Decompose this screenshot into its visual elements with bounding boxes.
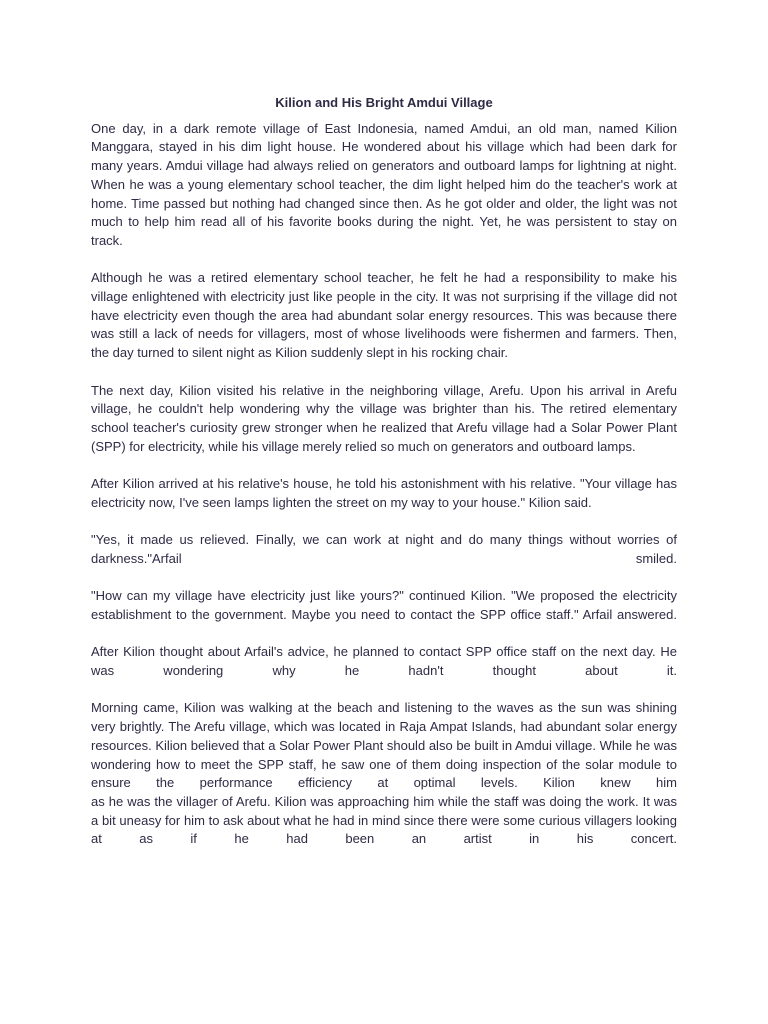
paragraph-5 xyxy=(91,531,677,568)
paragraph-7-text: After Kilion thought about Arfail's advice, he planned to contact SPP office staff on the next day. He was wondering why he hadn't thought about it. xyxy=(91,644,677,678)
document-title: Kilion and His Bright Amdui Village xyxy=(275,95,493,110)
paragraph-4-text: After Kilion arrived at his relative's house, he told his astonishment with his relative. "Your village has electricity now, I've seen lamps lighten the street on my way to your house." Kilion said. xyxy=(91,476,677,510)
paragraph-1 xyxy=(91,120,677,251)
paragraph-8-text-part-2: as he was the villager of Arefu. Kilion was approaching him while the staff was doing the work. It was a bit uneasy for him to ask about what he had in mind since there were some curious villagers looking at as if he had been an artist in his concert. xyxy=(91,793,677,847)
paragraph-3-text: The next day, Kilion visited his relative in the neighboring village, Arefu. Upon his arrival in Arefu village, he couldn't help wondering why the village was brighter than his. The retired elementary school teacher's curiosity grew stronger when he realized that Arefu village had a Solar Power Plant (SPP) for electricity, while his village merely relied so much on generators and outboard lamps. xyxy=(91,382,677,454)
paragraph-5-text: "Yes, it made us relieved. Finally, we can work at night and do many things without worries of darkness."Arfail smiled. xyxy=(91,532,677,566)
paragraph-8-text-part-1: Morning came, Kilion was walking at the beach and listening to the waves as the sun was shining very brightly. The Arefu village, which was located in Raja Ampat Islands, had abundant solar energy resources. Kilion believed that a Solar Power Plant should also be built in Amdui village. While he was wondering how to meet the SPP staff, he saw one of them doing inspection of the solar module to ensure the performance efficiency at optimal levels. Kilion knew him xyxy=(91,700,677,791)
paragraph-6-text: "How can my village have electricity just like yours?" continued Kilion. "We proposed the electricity establishment to the government. Maybe you need to contact the SPP office staff." Arfail answered. xyxy=(91,588,677,622)
paragraph-2 xyxy=(91,269,677,363)
paragraph-2-text: Although he was a retired elementary school teacher, he felt he had a responsibility to make his village enlightened with electricity just like people in the city. It was not surprising if the village did not have electricity even though the area had abundant solar energy resources. This was because there was still a lack of needs for villagers, most of whose livelihoods were fishermen and farmers. Then, the day turned to silent night as Kilion suddenly slept in his rocking chair. xyxy=(91,270,677,361)
paragraph-4 xyxy=(91,475,677,512)
paragraph-3 xyxy=(91,382,677,457)
paragraph-7 xyxy=(91,643,677,680)
paragraph-6 xyxy=(91,587,677,624)
paragraph-8 xyxy=(91,699,677,849)
paragraph-1-text: One day, in a dark remote village of East Indonesia, named Amdui, an old man, named Kilion Manggara, stayed in his dim light house. He wondered about his village which had been dark for many years. Amdui village had always relied on generators and outboard lamps for lightning at night. When he was a young elementary school teacher, the dim light helped him do the teacher's work at home. Time passed but nothing had changed since then. As he got older and older, the light was not much to help him read all of his favorite books during the night. Yet, he was persistent to stay on track. xyxy=(91,120,677,248)
document-page xyxy=(91,94,677,849)
